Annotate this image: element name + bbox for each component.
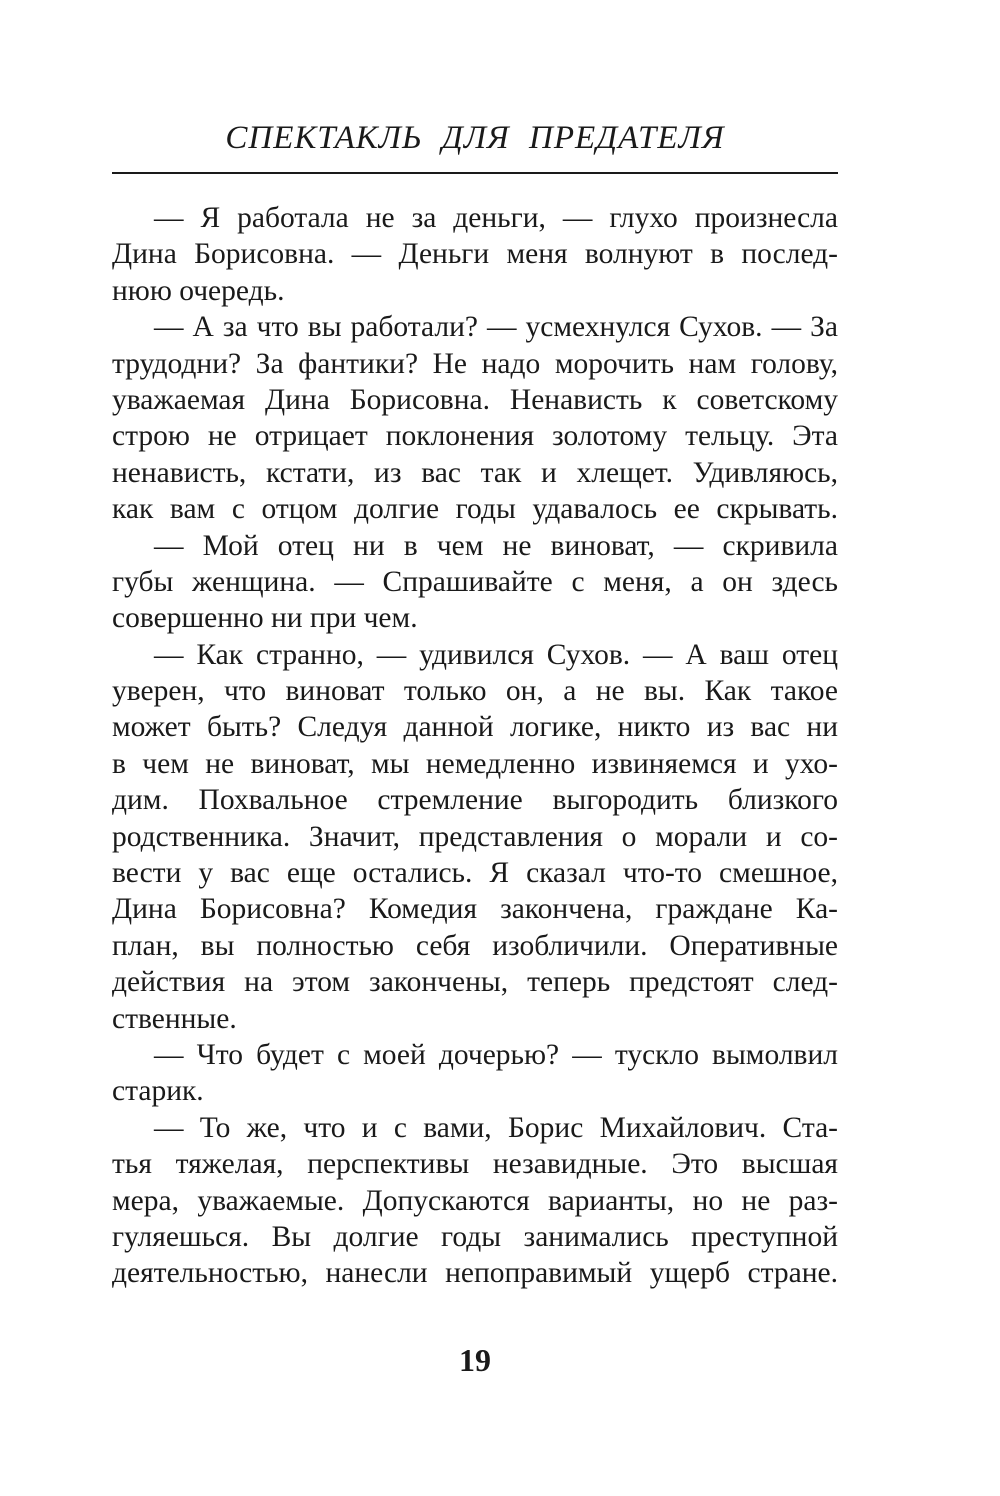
body-text [112, 200, 838, 1292]
text-line: — Как странно, — удивился Сухов. — А ваш отец [154, 638, 838, 671]
text-line: — Что будет с моей дочерью? — тускло вымолвил [154, 1038, 838, 1071]
text-line: план, вы полностью себя изобличили. Оперативные [112, 929, 838, 962]
text-line: строю не отрицает поклонения золотому тельцу. Эта [112, 420, 838, 453]
text-line: тья тяжелая, перспективы незавидные. Это высшая [112, 1148, 838, 1181]
text-line: ственные. [112, 1002, 237, 1035]
text-line: старик. [112, 1075, 204, 1108]
header-rule [112, 172, 838, 174]
text-line: вести у вас еще остались. Я сказал что-то смешное, [112, 857, 838, 890]
text-line: губы женщина. — Спрашивайте с меня, а он здесь [112, 565, 838, 598]
text-line: — То же, что и с вами, Борис Михайлович. Ста- [154, 1111, 838, 1144]
text-line: уважаемая Дина Борисовна. Ненависть к советскому [112, 383, 838, 416]
text-line: как вам с отцом долгие годы удавалось ее скрывать. [112, 493, 838, 526]
text-line: деятельностью, нанесли непоправимый ущерб стране. [112, 1257, 838, 1290]
text-line: дим. Похвальное стремление выгородить близкого [112, 784, 838, 817]
text-line: Дина Борисовна. — Деньги меня волнуют в послед- [112, 238, 838, 271]
text-line: мера, уважаемые. Допускаются варианты, но не раз- [112, 1184, 838, 1217]
text-line: в чем не виноват, мы немедленно извиняемся и ухо- [112, 747, 838, 780]
text-line: действия на этом закончены, теперь предстоят след- [112, 966, 838, 999]
text-line: родственника. Значит, представления о морали и со- [112, 820, 838, 853]
text-line: — Мой отец ни в чем не виноват, — скривила [154, 529, 838, 562]
text-line: может быть? Следуя данной логике, никто из вас ни [112, 711, 838, 744]
page-number: 19 [459, 1342, 491, 1378]
text-line: уверен, что виноват только он, а не вы. Как такое [112, 675, 838, 708]
text-line: трудодни? За фантики? Не надо морочить нам голову, [112, 347, 838, 380]
text-line: — А за что вы работали? — усмехнулся Сухов. — За [154, 311, 838, 344]
text-line: ненависть, кстати, из вас так и хлещет. Удивляюсь, [112, 456, 838, 489]
text-line: — Я работала не за деньги, — глухо произнесла [154, 202, 838, 234]
text-line: нюю очередь. [112, 274, 285, 307]
text-line: гуляешься. Вы долгие годы занимались преступной [112, 1220, 838, 1253]
text-line: совершенно ни при чем. [112, 602, 418, 635]
text-line: Дина Борисовна? Комедия закончена, граждане Ка- [112, 893, 838, 926]
running-head: СПЕКТАКЛЬ ДЛЯ ПРЕДАТЕЛЯ [225, 120, 725, 156]
